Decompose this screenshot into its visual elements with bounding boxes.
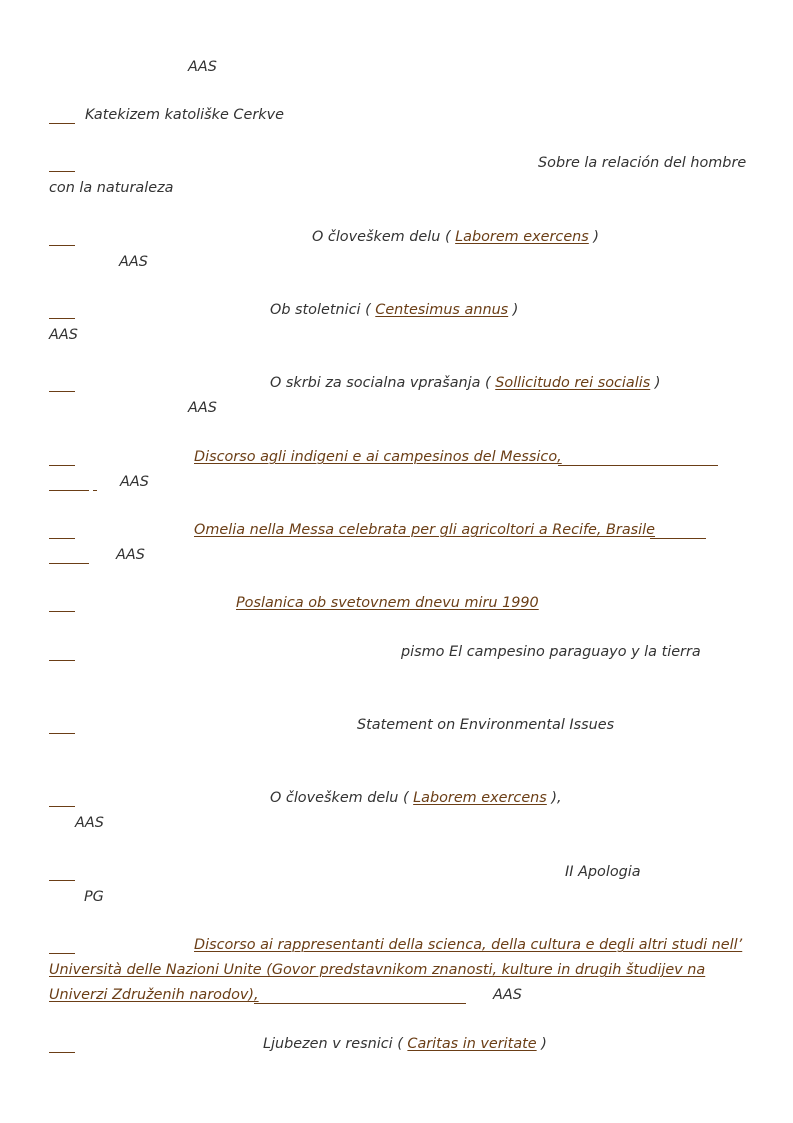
blank-line xyxy=(49,880,75,881)
underline-rule xyxy=(558,465,718,466)
reference-link[interactable]: Poslanica ob svetovnem dnevu miru 1990 xyxy=(236,595,539,611)
reference-title: Katekizem katoliške Cerkve xyxy=(85,107,284,123)
reference-link[interactable]: Laborem exercens xyxy=(455,229,589,245)
source-abbrev: AAS xyxy=(188,59,217,75)
source-abbrev: PG xyxy=(84,889,104,905)
reference-suffix: ), xyxy=(546,790,562,806)
blank-line xyxy=(49,806,75,807)
reference-link[interactable]: Discorso agli indigeni e ai campesinos del Messico, xyxy=(194,449,562,465)
reference-link[interactable]: Omelia nella Messa celebrata per gli agricoltori a Recife, Brasile xyxy=(194,522,656,538)
source-abbrev: AAS xyxy=(188,400,217,416)
reference-link[interactable]: Laborem exercens xyxy=(413,790,547,806)
blank-line xyxy=(49,733,75,734)
underline-rule xyxy=(93,490,97,491)
blank-line xyxy=(49,1052,75,1053)
reference-title-continued: con la naturaleza xyxy=(49,180,174,196)
reference-title: Statement on Environmental Issues xyxy=(357,717,615,733)
reference-suffix: ) xyxy=(650,375,661,391)
underline-rule xyxy=(650,538,706,539)
blank-line xyxy=(49,171,75,172)
reference-suffix: ) xyxy=(588,229,600,245)
blank-line xyxy=(49,953,75,954)
underline-rule xyxy=(49,490,89,491)
reference-line xyxy=(312,228,599,246)
source-abbrev: AAS xyxy=(120,474,149,490)
reference-title: Ljubezen v resnici ( xyxy=(263,1036,408,1052)
source-abbrev: AAS xyxy=(116,547,145,563)
underline-rule xyxy=(254,1003,466,1004)
source-abbrev: AAS xyxy=(49,327,78,343)
reference-title: Ob stoletnici ( xyxy=(270,302,376,318)
reference-link[interactable]: Univerzi Združenih narodov), xyxy=(49,987,259,1003)
reference-title: O skrbi za socialna vprašanja ( xyxy=(270,375,496,391)
reference-line xyxy=(270,789,562,807)
reference-title: Sobre la relación del hombre xyxy=(538,155,747,171)
source-abbrev: AAS xyxy=(75,815,104,831)
reference-line xyxy=(263,1035,547,1053)
reference-link[interactable]: Caritas in veritate xyxy=(407,1036,537,1052)
reference-link[interactable]: Università delle Nazioni Unite (Govor predstavnikom znanosti, kulture in drugih študijev na xyxy=(49,962,706,978)
blank-line xyxy=(49,245,75,246)
blank-line xyxy=(49,465,75,466)
blank-line xyxy=(49,660,75,661)
blank-line xyxy=(49,611,75,612)
reference-line xyxy=(270,301,518,319)
blank-line xyxy=(49,538,75,539)
reference-link[interactable]: Centesimus annus xyxy=(375,302,509,318)
reference-title: O človeškem delu ( xyxy=(312,229,456,245)
source-abbrev: AAS xyxy=(493,987,522,1003)
underline-rule xyxy=(49,563,89,564)
blank-line xyxy=(49,123,75,124)
reference-title: pismo El campesino paraguayo y la tierra xyxy=(401,644,701,660)
blank-line xyxy=(49,318,75,319)
reference-line xyxy=(270,374,660,392)
reference-title: II Apologia xyxy=(565,864,641,880)
reference-link[interactable]: Discorso ai rappresentanti della scienca, della cultura e degli altri studi nell’ xyxy=(194,937,743,953)
reference-link[interactable]: Sollicitudo rei socialis xyxy=(495,375,651,391)
reference-suffix: ) xyxy=(536,1036,547,1052)
blank-line xyxy=(49,391,75,392)
reference-suffix: ) xyxy=(508,302,519,318)
reference-title: O človeškem delu ( xyxy=(270,790,414,806)
source-abbrev: AAS xyxy=(119,254,148,270)
